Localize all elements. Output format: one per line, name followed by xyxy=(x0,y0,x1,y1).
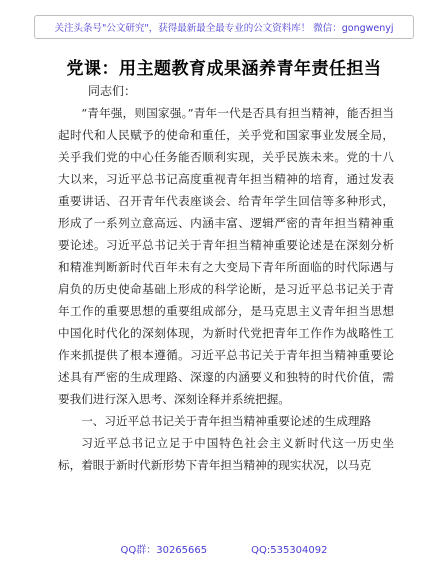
header-banner-text: 关注头条号"公文研究"，获得最新最全最专业的公文资料库！ 微信：gongwenyj xyxy=(54,23,394,34)
section-heading: 一、习近平总书记关于青年担当精神重要论述的生成理路 xyxy=(81,414,372,428)
paragraph-section-1: 习近平总书记立足于中国特色社会主义新时代这一历史坐标，着眼于新时代新形势下青年担当精神的现实状况，以马克 xyxy=(58,436,394,472)
footer-qq: QQ:535304092 xyxy=(251,545,328,556)
header-banner xyxy=(34,15,414,39)
footer-qq-group: QQ群：30265665 xyxy=(120,545,208,556)
salutation: 同志们： xyxy=(88,84,137,98)
footer-contact xyxy=(0,541,448,556)
paragraph-intro: “青年强，则国家强。”青年一代是否具有担当精神，能否担当起时代和人民赋予的使命和重任，关乎党和国家事业发展全局，关乎我们党的中心任务能否顺利实现，关乎民族未来。党的十八大以来，习近平总书记高度重视青年担当精神的培育，通过发表重要讲话、召开青年代表座谈会、给青年学生回信等多种形式，形成了一系列立意高远、内涵丰富、逻辑严密的青年担当精神重要论述。习近平总书记关于青年担当精神重要论述是在深刻分析和精准判断新时代百年未有之大变局下青年所面临的时代际遇与肩负的历史使命基础上形成的科学论断，是习近平总书记关于青年工作的重要思想的重要组成部分，是马克思主义青年担当思想中国化时代化的深刻体现，为新时代党把青年工作作为战略性工作来抓提供了根本遵循。习近平总书记关于青年担当精神重要论述具有严密的生成理路、深邃的内涵要义和独特的时代价值，需要我们进行深入思考、深刻诠释并系统把握。 xyxy=(58,106,394,406)
document-title: 党课：用主题教育成果涵养青年责任担当 xyxy=(66,59,382,79)
document-body xyxy=(58,102,394,476)
